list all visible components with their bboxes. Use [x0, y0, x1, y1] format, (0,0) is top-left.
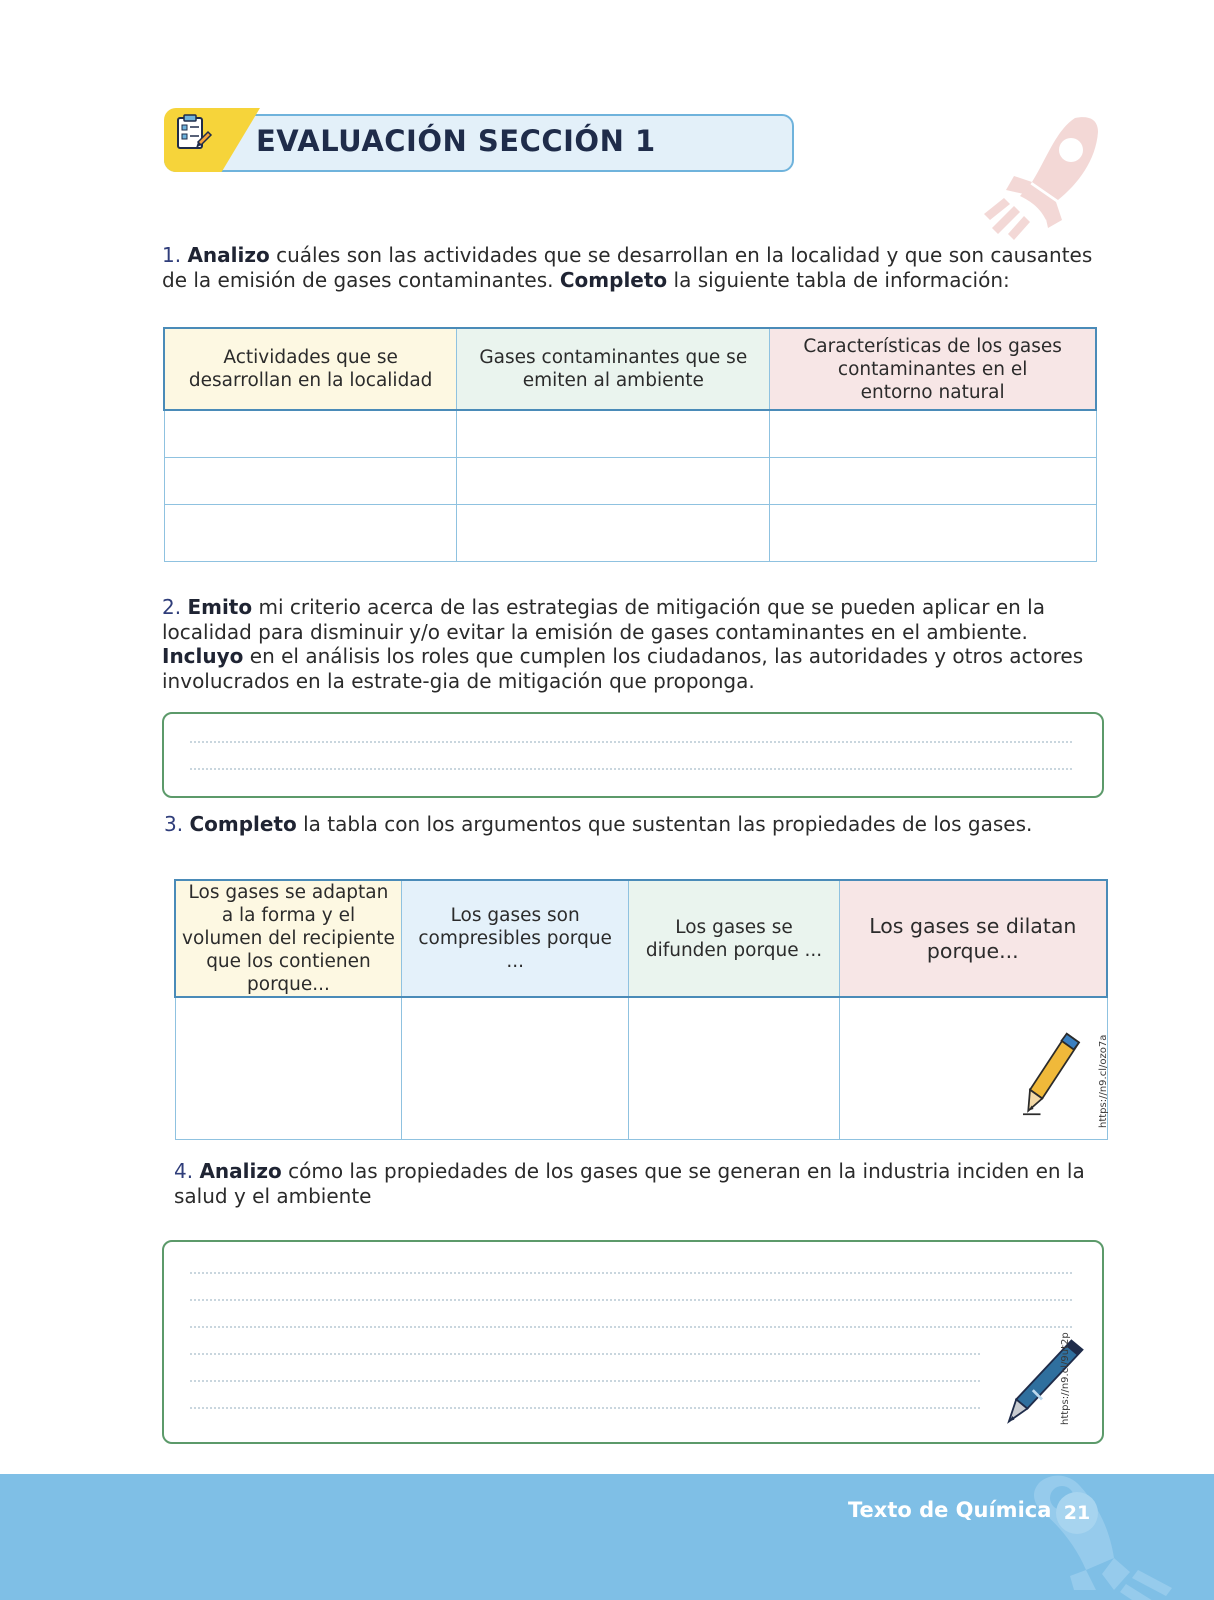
section-title: EVALUACIÓN SECCIÓN 1 — [256, 124, 656, 158]
writing-line — [190, 1272, 1072, 1274]
writing-line — [190, 1407, 980, 1409]
question-3 — [164, 812, 1104, 837]
answer-cell[interactable] — [770, 504, 1096, 561]
question-2 — [162, 595, 1102, 693]
instruction-verb: Emito — [187, 595, 253, 619]
answer-cell[interactable] — [770, 410, 1096, 457]
pencil-icon — [1016, 1028, 1086, 1120]
book-title: Texto de Química — [848, 1498, 1052, 1522]
question-1 — [162, 243, 1102, 292]
question-text: la tabla con los argumentos que sustentan las propiedades de los gases. — [296, 812, 1033, 836]
table-header: Los gases son compresibles porque ... — [401, 880, 628, 997]
question-text: en el análisis los roles que cumplen los ciudadanos, las autoridades y otros actores involucrados en la estrate-gia de mitigación que proponga. — [162, 644, 1084, 693]
rocket-icon — [1010, 1474, 1180, 1600]
page-number: 21 — [1056, 1492, 1098, 1534]
section-banner — [164, 112, 794, 172]
table-header: Gases contaminantes que se emiten al ambiente — [457, 328, 770, 410]
question-number: 2. — [162, 595, 182, 619]
answer-cell[interactable] — [770, 457, 1096, 504]
writing-line — [190, 1380, 980, 1382]
question-number: 1. — [162, 243, 182, 267]
pen-icon — [996, 1334, 1088, 1428]
instruction-verb: Incluyo — [162, 644, 244, 668]
answer-cell[interactable] — [164, 410, 457, 457]
page-footer — [0, 1474, 1214, 1600]
writing-line — [190, 1299, 1072, 1301]
rocket-icon — [970, 110, 1110, 245]
answer-cell[interactable] — [457, 504, 770, 561]
table-header: Los gases se dilatan porque... — [839, 880, 1107, 997]
instruction-verb: Completo — [559, 267, 668, 292]
gas-properties-table — [174, 879, 1108, 1140]
question-text: cuáles son las actividades que se desarrollan en la localidad y que son causantes de la emisión de gases contaminantes. — [162, 243, 1093, 292]
image-credit: https://n9.cl/9ut2p — [1060, 1332, 1071, 1425]
writing-line — [190, 768, 1072, 770]
answer-cell[interactable] — [164, 504, 457, 561]
answer-cell[interactable] — [457, 410, 770, 457]
table-header: Los gases se adaptan a la forma y el volumen del recipiente que los contienen porque... — [175, 880, 401, 997]
answer-cell[interactable] — [457, 457, 770, 504]
answer-cell[interactable] — [401, 997, 628, 1139]
answer-cell[interactable] — [175, 997, 401, 1139]
table-header: Actividades que se desarrollan en la localidad — [164, 328, 457, 410]
question-text: la siguiente tabla de información: — [667, 267, 1010, 292]
question-text: mi criterio acerca de las estrategias de mitigación que se pueden aplicar en la localidad para disminuir y/o evitar la emisión de gases contaminantes en el ambiente. — [162, 595, 1045, 644]
writing-line — [190, 1353, 980, 1355]
instruction-verb: Analizo — [199, 1159, 282, 1183]
instruction-verb: Completo — [189, 812, 297, 836]
table-header: Los gases se difunden porque ... — [629, 880, 839, 997]
answer-box-2[interactable] — [162, 712, 1104, 798]
answer-cell[interactable] — [839, 997, 1107, 1139]
writing-line — [190, 1326, 1072, 1328]
table-header: Características de los gases contaminantes en el entorno natural — [770, 328, 1096, 410]
writing-line — [190, 741, 1072, 743]
question-number: 3. — [164, 812, 184, 836]
activities-table — [163, 327, 1097, 562]
question-text: cómo las propiedades de los gases que se generan en la industria inciden en la salud y el ambiente — [174, 1159, 1085, 1208]
question-number: 4. — [174, 1159, 194, 1183]
answer-cell[interactable] — [629, 997, 839, 1139]
question-4 — [174, 1159, 1114, 1208]
checklist-icon — [170, 112, 214, 156]
answer-box-4[interactable] — [162, 1240, 1104, 1444]
answer-cell[interactable] — [164, 457, 457, 504]
image-credit: https://n9.cl/ozo7a — [1097, 1034, 1109, 1128]
instruction-verb: Analizo — [187, 243, 270, 267]
